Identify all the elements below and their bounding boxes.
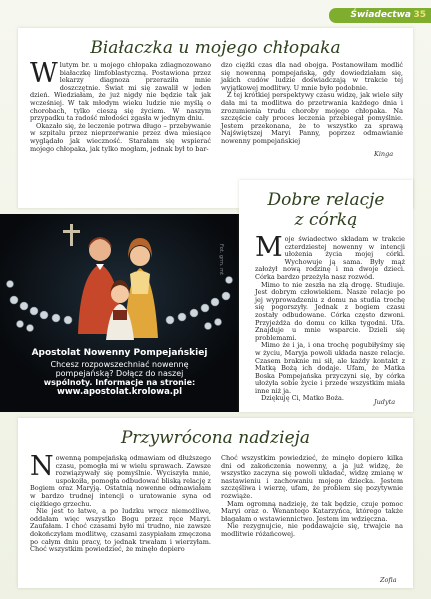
article-1-right-column bbox=[221, 62, 403, 150]
section-label: Świadectwa bbox=[350, 10, 411, 20]
article-3-paragraph: Nie jest to łatwe, a po ludzku wręcz niemożliwe, oddałam więc wszystko Bogu przez ręce Maryi. Zaufałam. I choć czasami było mi trudno, nie zawsze dokończyłam modlitwę, czasami zasypiałam zmęczona po całym dniu pracy, to jednak trwałam i wierzyłam. Choć wszystkim powiedzieć, że minęło dopiero bbox=[30, 507, 211, 554]
article-1-paragraph: dzo ciężki czas dla nad obojga. Postanowiłam modlić się nowenną pompejańską, gdy dowiedziałam się, jakich cudów ludzie doświadczają w trakcie tej wyjątkowej modlitwy. U mnie było podobnie. bbox=[221, 61, 403, 92]
article-1-title: Białaczka u mojego chłopaka bbox=[90, 38, 341, 58]
article-2-signature: Judyta bbox=[374, 398, 396, 406]
article-2-title: Dobre relacje bbox=[267, 190, 385, 210]
banner-heading: Apostolat Nowenny Pompejańskiej bbox=[31, 348, 208, 358]
article-2-title: z córką bbox=[294, 210, 358, 230]
banner-text: pompejańską? Dołącz do naszej bbox=[55, 369, 184, 378]
article-2-paragraph: oje świadectwo składam w trakcie czterdziestej nowenny w intencji ułożenia życia mojej córki. Wychowuje ją sama. Były mąż założył nową rodzinę i ma dwoje dzieci. Córka bardzo przeżyła nasz rozwód. bbox=[255, 235, 405, 281]
article-1-paragraph: lutym br. u mojego chłopaka zdiagnozowano białaczkę limfoblastyczną. Postawiona przez lekarzy diagnoza przeraziła mnie doszczętnie. Świat mi się zawalił w jeden dzień. Wiedziałam, że już nigdy nie będzie tak jak wcześniej. W tak młodym wieku ludzie nie myślą o chorobach, tylko cieszą się życiem. W naszym przypadku ta radość młodości zgasła w jednym dniu. bbox=[30, 61, 211, 123]
article-1-dropcap: W bbox=[30, 58, 58, 89]
article-2-dropcap: M bbox=[255, 232, 283, 263]
article-1-paragraph: Okazało się, że leczenie potrwa długo – przebywanie w szpitalu przez nieprzerwanie przez dwa miesiące wyglądało jak wieczność. Starałam się wspierać mojego chłopaka, jak tylko mogłam, jednak był to bar- bbox=[30, 121, 211, 153]
apostolat-banner bbox=[0, 330, 239, 412]
photo-credit: Fot. grm. mt bbox=[218, 244, 224, 275]
article-1-signature: Kinga bbox=[374, 150, 394, 158]
banner-url[interactable]: www.apostolat.krolowa.pl bbox=[56, 387, 183, 397]
article-3-paragraph: Mam ogromną nadzieję, że tak będzie, czuje pomoc Maryi oraz o. Wenanteqo Katarzyńca, którego także błagałam o wstawiennictwo. Jestem im wdzięczna. bbox=[221, 499, 403, 523]
article-3-dropcap: N bbox=[30, 451, 54, 482]
article-2-paragraph: Mimo że i ja, i ona trochę pogubiłyśmy się w życiu, Maryja powoli układa nasze relacje. Czasem braknie mi sił, ale każdy kontakt z Matką Bożą ich dodaje. Ufam, że Matka Boska Pompejańska przyczyni się, by córka ułożyła sobie życie i przede wszystkim miała inne niż ja. bbox=[255, 341, 405, 395]
article-3-left-column bbox=[30, 451, 211, 582]
banner-text: wspólnoty. Informacje na stronie: bbox=[43, 378, 196, 387]
banner-text: Chcesz rozpowszechniać nowennę bbox=[50, 360, 189, 369]
article-3-title: Przywrócona nadzieja bbox=[120, 428, 311, 448]
article-3-paragraph: owenną pompejańską odmawiam od dłuższego czasu, pomogła mi w wielu sprawach. Zawsze rozwiązywały się pomyślnie. Wyciszyła mnie, uspokoiła, pomogła odbudować bliską relację z Bogiem oraz Maryją. Ostatnią nowenne odmawiałam w bardzo trudnej intencji o uratowanie syna od ciężkiego grzechu. bbox=[30, 454, 211, 508]
article-1-left-column bbox=[30, 58, 211, 204]
page-number: 35 bbox=[413, 10, 426, 20]
article-3-signature: Zofia bbox=[380, 576, 397, 584]
article-3-right-column bbox=[221, 455, 403, 571]
article-3-paragraph: Choć wszystkim powiedzieć, że minęło dopiero kilka dni od zakończenia nowenny, a ja już widzę, że wszystko zaczyna się powoli układać, widzę zmianę w nastawieniu i zachowaniu mojego dziecka. Jestem szczęśliwa i wierzę, ufam, że problem się pozytywnie rozwiąże. bbox=[221, 454, 403, 500]
article-2-paragraph: Mimo to nie zeszła na złą drogę. Studiuje. Jest dobrym człowiekiem. Nasze relacje po jej wyprowadzeniu z domu na studia trochę się pogorszyły. Jednak z bogiem czasu zostały odbudowane. Córka często dzwoni. Przyjeżdża do domu co kilka tygodni. Ufa. Znajduje u mnie wsparcie. Dzieli się problemami. bbox=[255, 280, 405, 342]
article-2-paragraph: Dziękuję Ci, Matko Boża. bbox=[261, 394, 344, 403]
article-1-paragraph: Z tej krótkiej perspektywy czasu widzę, jak wiele siły dała mi ta modlitwa do przetrwania każdego dnia i zrozumienia trudu choroby mojego chłopaka. Na szczęście cały proces leczenia przebiegał pomyślnie. Jestem przekonana, że to wszystko za sprawą Najświętszej Maryi Panny, poprzez odmawianie nowenny pompejańskiej bbox=[221, 91, 403, 145]
article-3-paragraph: Nie rezygnujcie, nie poddawajcie się, trwajcie na modlitwie różańcowej. bbox=[221, 522, 403, 538]
